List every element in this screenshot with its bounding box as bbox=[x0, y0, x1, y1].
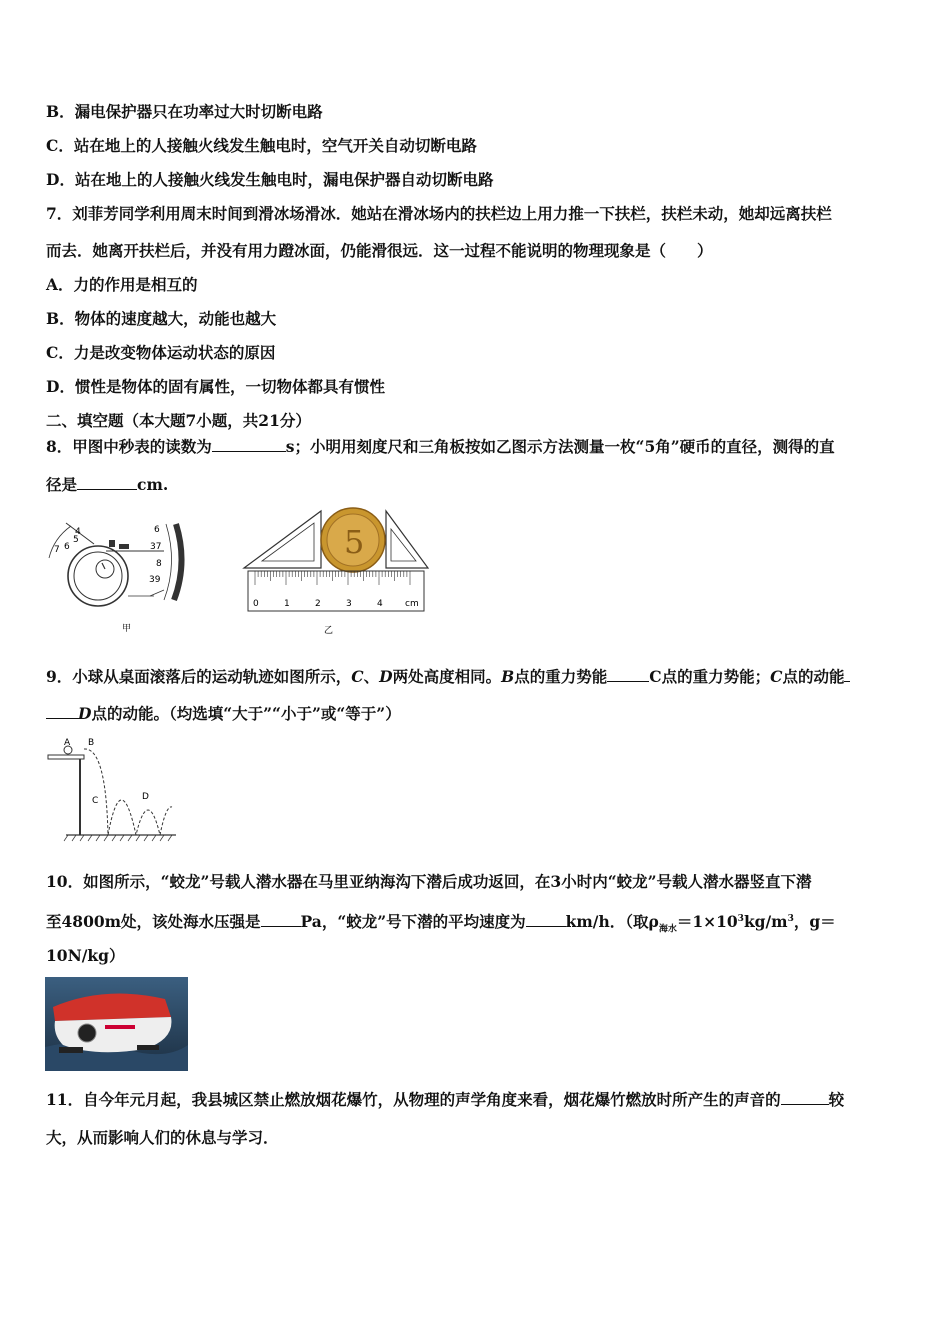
q9-blank-kinetic[interactable] bbox=[46, 704, 78, 719]
q9-text: 9．小球从桌面滚落后的运动轨迹如图所示， bbox=[46, 667, 352, 686]
q11-line1 bbox=[46, 1090, 844, 1110]
q9-text: 点的重力势能 bbox=[514, 667, 608, 686]
q8-blank-reading[interactable] bbox=[212, 437, 286, 452]
q11-text: 较 bbox=[828, 1090, 845, 1109]
label-a: A bbox=[64, 738, 71, 748]
minute-label-4: 4 bbox=[75, 527, 81, 537]
q9-text: 点的重力势能； bbox=[661, 667, 771, 686]
fig-jia-caption: 甲 bbox=[122, 624, 132, 634]
q10-line3: 10N/kg） bbox=[46, 946, 125, 965]
ruler-label-3: 3 bbox=[346, 599, 352, 609]
stopwatch-figure bbox=[46, 518, 191, 638]
q10-line1: 10．如图所示，“蛟龙”号载人潜水器在马里亚纳海沟下潜后成功返回，在3小时内“蛟龙”号载人潜水器竖直下潜 bbox=[46, 872, 812, 891]
second-label-37: 37 bbox=[150, 542, 162, 552]
q8-unit-s: s bbox=[285, 437, 295, 456]
ruler-coin-figure bbox=[238, 505, 433, 640]
second-label-8: 8 bbox=[156, 559, 162, 569]
second-label-6: 6 bbox=[154, 525, 160, 535]
stopwatch-outer-ring bbox=[68, 546, 128, 606]
submersible-photo bbox=[45, 977, 188, 1071]
stopwatch-button bbox=[119, 544, 129, 549]
ruler-label-2: 2 bbox=[315, 599, 321, 609]
submersible-marking bbox=[105, 1025, 135, 1029]
q11-line2: 大，从而影响人们的休息与学习． bbox=[46, 1128, 279, 1147]
q10-text: Pa，“蛟龙”号下潜的平均速度为 bbox=[300, 912, 526, 932]
q7-option-d: D．惯性是物体的固有属性，一切物体都具有惯性 bbox=[46, 377, 385, 396]
ruler-label-1: 1 bbox=[284, 599, 290, 609]
ruler-label-0: 0 bbox=[253, 599, 259, 609]
second-scale-inner bbox=[164, 524, 172, 600]
q9-line2 bbox=[46, 704, 401, 724]
fig-yi-caption: 乙 bbox=[324, 626, 334, 636]
q9-point-d: D bbox=[78, 704, 92, 723]
q8-part2: ；小明用刻度尺和三角板按如乙图示方法测量一枚“5角”硬币的直径，测得的直 bbox=[294, 437, 835, 456]
q9-point-c: C bbox=[351, 667, 364, 686]
second-label-39: 39 bbox=[149, 575, 161, 585]
label-b: B bbox=[88, 738, 95, 748]
q7-option-a: A．力的作用是相互的 bbox=[46, 275, 198, 294]
q8-part1: 8．甲图中秒表的读数为 bbox=[46, 437, 212, 456]
q9-line1 bbox=[46, 667, 850, 687]
minute-label-6: 6 bbox=[64, 542, 70, 552]
q10-text: ＝1×10 bbox=[676, 912, 738, 932]
q8-line1 bbox=[46, 437, 835, 457]
q11-blank-loudness[interactable] bbox=[781, 1090, 829, 1105]
q10-rho-subscript: 海水 bbox=[658, 924, 677, 935]
q10-text: km/h．（取ρ bbox=[565, 912, 659, 932]
q9-sep: 、 bbox=[363, 667, 380, 686]
q9-text: 两处高度相同。 bbox=[392, 667, 502, 686]
q7-stem-line1: 7．刘菲芳同学利用周末时间到滑冰场滑冰．她站在滑冰场内的扶栏边上用力推一下扶栏，扶栏未动，她却远离扶栏 bbox=[46, 204, 832, 223]
q9-point-c: C bbox=[770, 667, 783, 686]
section-heading: 二、填空题（本大题7小题，共21分） bbox=[46, 411, 311, 430]
q9-point-c: C bbox=[649, 667, 662, 686]
q10-exponent: 3 bbox=[737, 914, 744, 924]
ruler-label-cm: cm bbox=[405, 599, 419, 609]
q7-option-c: C．力是改变物体运动状态的原因 bbox=[46, 343, 276, 362]
q8-line2 bbox=[46, 475, 168, 495]
ruler-ticks bbox=[255, 571, 410, 585]
q6-option-c: C．站在地上的人接触火线发生触电时，空气开关自动切断电路 bbox=[46, 136, 477, 155]
q11-text: 11．自今年元月起，我县城区禁止燃放烟花爆竹，从物理的声学角度来看，烟花爆竹燃放时所产生的声音的 bbox=[46, 1090, 781, 1109]
submersible-window bbox=[78, 1024, 96, 1042]
q10-exponent: 3 bbox=[787, 914, 794, 924]
ruler-label-4: 4 bbox=[377, 599, 383, 609]
left-triangle-inner bbox=[262, 523, 314, 561]
q9-blank-potential[interactable] bbox=[607, 667, 649, 682]
coin-number: 5 bbox=[344, 523, 365, 561]
ground-hatching bbox=[64, 835, 172, 841]
q10-blank-speed[interactable] bbox=[526, 912, 566, 927]
q8-unit-cm: cm bbox=[137, 475, 163, 494]
label-d: D bbox=[142, 792, 149, 802]
q8-end: . bbox=[162, 475, 169, 494]
ball-trajectory-figure bbox=[46, 735, 181, 845]
q7-option-b: B．物体的速度越大，动能也越大 bbox=[46, 309, 277, 328]
q10-line2 bbox=[46, 909, 836, 939]
minute-label-5: 5 bbox=[73, 535, 79, 545]
q9-point-d: D bbox=[379, 667, 393, 686]
stopwatch-crown bbox=[109, 540, 115, 547]
table-top bbox=[48, 755, 84, 759]
stopwatch-minute-hand bbox=[102, 563, 105, 569]
q10-text: ，g＝ bbox=[793, 912, 836, 932]
q8-blank-diameter[interactable] bbox=[77, 475, 137, 490]
minute-label-7: 7 bbox=[54, 545, 60, 555]
q9-blank-kinetic-start[interactable] bbox=[844, 667, 850, 682]
second-scale-arc bbox=[174, 524, 182, 600]
left-triangle bbox=[244, 511, 321, 568]
q10-blank-pressure[interactable] bbox=[261, 912, 301, 927]
trajectory-path bbox=[84, 749, 172, 835]
q6-option-b: B．漏电保护器只在功率过大时切断电路 bbox=[46, 102, 323, 121]
q8-part3: 径是 bbox=[46, 475, 78, 494]
q9-text: 点的动能 bbox=[782, 667, 845, 686]
q6-option-d: D．站在地上的人接触火线发生触电时，漏电保护器自动切断电路 bbox=[46, 170, 494, 189]
stopwatch-leader-line bbox=[150, 590, 164, 596]
label-c: C bbox=[92, 796, 99, 806]
right-triangle bbox=[386, 511, 428, 568]
q7-stem-line2: 而去．她离开扶栏后，并没有用力蹬冰面，仍能滑很远．这一过程不能说明的物理现象是（ ） bbox=[46, 241, 713, 260]
q9-text: 点的动能。（均选填“大于”“小于”或“等于”） bbox=[91, 704, 401, 723]
stopwatch-dial bbox=[74, 552, 122, 600]
q9-point-b: B bbox=[501, 667, 515, 686]
q10-text: 至4800m处，该处海水压强是 bbox=[46, 912, 261, 932]
q10-text: kg/m bbox=[743, 912, 788, 932]
